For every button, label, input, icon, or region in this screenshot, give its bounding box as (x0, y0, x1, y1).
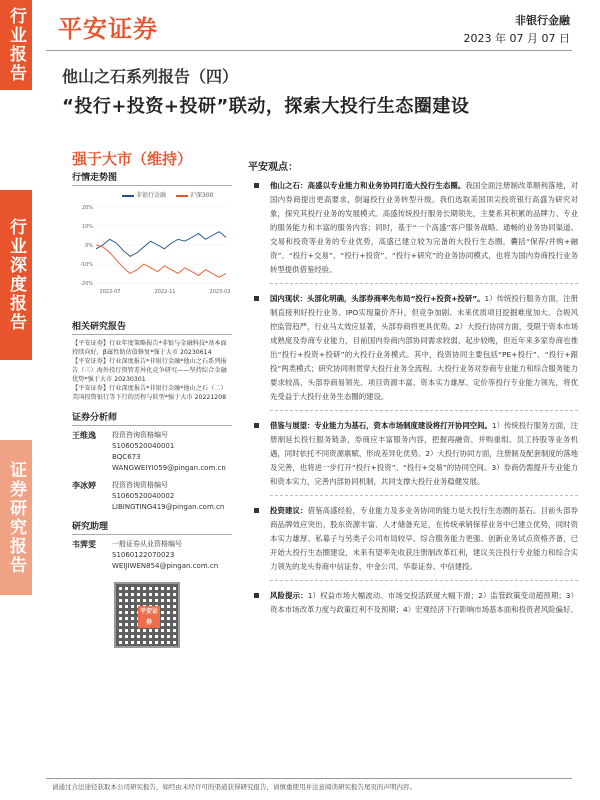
main-title: “投行+投资+投研”联动，探索大投行生态圈建设 (62, 96, 470, 117)
legend-item-2 (176, 190, 213, 199)
analyst-info-line: S1060520040001 (112, 442, 175, 450)
analyst-info-line: BQC673 (112, 453, 141, 461)
legend-swatch-1 (122, 195, 134, 197)
x-tick-label: 2022-07 (99, 289, 121, 295)
related-heading: 相关研究报告 (72, 319, 232, 335)
separator (270, 410, 578, 411)
y-tick-label: 20% (81, 205, 93, 211)
sidebar-label-industry-report: 行业报告 (0, 0, 32, 90)
bullet-icon (254, 423, 259, 428)
analyst-entry (72, 430, 232, 474)
bullet-icon (254, 296, 259, 301)
bullet-icon (254, 183, 259, 188)
rating: 强于大市（维持） (72, 150, 193, 168)
sidebar-label-deep-report: 行业深度报告 (0, 190, 32, 360)
assistant-info-line: 一般证券从业资格编号 (112, 540, 182, 548)
series-title: 他山之石系列报告（四） (62, 67, 239, 86)
legend-label-1: 非银行金融 (136, 192, 167, 199)
analyst-email[interactable]: WANGWEIYI059@pingan.com.cn (112, 464, 226, 472)
analyst-info-line: S1060520040002 (112, 492, 175, 500)
viewpoint-body: 1）传统投行服务方面，注册制延长投行服务链条，券商应丰富服务内容，把握再融资、并购重组、员工持股等业务机遇，同时依托不同资源禀赋、形成差异化优势。2）大投行协同方面，注册制及配套制度的落地及完善，也将进一步打开“投行+投资”、“投行+交易”的协同空间。3）券商仍需提升专业能力和资本实力，完善内部协同机制，共同支撑大投行业务稳健发展。 (270, 421, 578, 486)
sidebar-label-securities-research: 证券研究报告 (0, 440, 32, 595)
assistant-list (72, 539, 232, 572)
viewpoint-lead: 投资建议： (270, 506, 308, 515)
related-report-item[interactable]: 【平安证券】行业年度策略报告*非银与金融科技*基本面持续向好，β属性助估值修复*强于大市 20230614 (72, 340, 227, 356)
assistant-name: 韦霁雯 (72, 540, 96, 549)
assistant-entry (72, 539, 232, 572)
viewpoint-item (248, 179, 578, 284)
viewpoint-lead: 风险提示： (270, 591, 308, 600)
viewpoint-heading: 平安观点： (248, 162, 298, 173)
viewpoint-lead: 借鉴与展望：专业能力为基石，资本市场制度建设将打开协同空间。 (270, 421, 492, 430)
viewpoint-body: 借鉴高盛经验，专业能力及多业务协同的能力是大投行生态圈的基石。目前头部券商品牌效应突出、股东资源丰富、人才储备充足，在传统承销保荐业务中已建立优势，同时资本实力雄厚、私募子与另类子公司布局较早、综合服务能力更强、创新业务试点资格齐备，已开始大投行生态圈建设，未来有望率先收获注册制改革红利，建议关注投行专业能力和综合实力领先的龙头券商中信证券、中金公司、华泰证券、中信建投。 (270, 506, 578, 571)
separator (270, 580, 578, 581)
analyst-heading: 证券分析师 (72, 410, 232, 426)
separator (270, 495, 578, 496)
left-column (72, 170, 232, 648)
analyst-info (112, 430, 232, 474)
viewpoint-item (248, 589, 578, 617)
bullet-icon (254, 508, 259, 513)
viewpoint-lead: 国内现状：头部化明确，头部券商率先布局“投行+投资+投研”。 (270, 294, 485, 303)
qr-logo: 平安证券 (139, 608, 158, 626)
related-report-item[interactable]: 【平安证券】行业深度报告*非银行金融*他山之石系列报告（三）海外投行资管差异化竞争研究——坚持综合金融优势*强于大市 20230301 (72, 358, 227, 383)
related-report-item[interactable]: 【平安证券】行业深度报告*非银行金融*他山之石（二）美国投资银行等下行的历程与转型*强于大市 20221208 (72, 385, 227, 401)
analyst-email[interactable]: LIBINGTING419@pingan.com.cn (112, 503, 225, 511)
series-line-1 (96, 232, 226, 257)
assistant-info-line: S1060122070023 (112, 551, 175, 559)
viewpoint-lead: 他山之石：高盛以专业能力和业务协同打造大投行生态圈。 (270, 181, 466, 190)
assistant-info (112, 539, 232, 572)
legend-item-1 (122, 190, 166, 199)
trend-chart-svg (72, 199, 232, 299)
viewpoint-item (248, 504, 578, 581)
header-divider (46, 50, 572, 51)
analyst-info-line: 投资咨询资格编号 (112, 481, 168, 489)
trend-chart (72, 199, 232, 309)
sidebar (0, 0, 32, 800)
report-date: 2023 年 07 月 07 日 (463, 32, 570, 45)
related-reports (72, 339, 232, 402)
analyst-info-line: 投资咨询资格编号 (112, 431, 168, 439)
x-tick-label: 2022-11 (154, 289, 176, 295)
footer-disclaimer: 请通过合法途径获取本公司研究报告，如经由未经许可的渠道获得研究报告，请慎重使用并注意阅读研究报告尾页的声明内容。 (52, 783, 416, 791)
qr-code[interactable] (114, 582, 180, 648)
viewpoint-item (248, 419, 578, 496)
y-tick-label: 10% (81, 224, 93, 230)
viewpoint-body: 1）传统投行服务方面，注册制直接利好投行业务、IPO实现量价齐升，但竞争加剧、未来优质项目挖掘难度加大、合规风控监管趋严，行业马太效应显著，头部券商将更具优势。2）大投行协同方面，受限于资本市场成熟度及券商专业能力，目前国内券商内部协同需求较弱、起步较晚，但近年来多家券商也推出“投行+投资+投研”的大投行业务模式。其中，投资协同主要包括“PE+投行”、“投行+跟投”两类模式；研究协同则贯穿大投行业务全流程。大投行业务对券商专业能力和综合服务能力要求较高，头部券商易领先、项目资源丰富、资本实力雄厚、定价等投行专业能力领先，将优先受益于大投行业务生态圈的建设。 (270, 294, 578, 401)
viewpoint-body: 1）权益市场大幅波动、市场交投活跃度大幅下滑；2）监管政策变动超预期；3）资本市场改革力度与政策红利不及预期；4）宏观经济下行影响市场基本面和投资者风险偏好。 (270, 591, 578, 614)
analyst-list (72, 430, 232, 513)
footer-divider (46, 778, 572, 779)
analyst-name: 王维逸 (72, 431, 96, 440)
assistant-heading: 研究助理 (72, 519, 232, 535)
viewpoint-body: 我国全面注册制改革顺利落地，对国内券商提出更高要求，倒逼投行业务转型升级。我们选取美国顶尖投资银行高盛为研究对象，探究其投行业务的发展模式。高盛传统投行服务长期领先，主要系其积累的品牌力、专业的服务能力和丰富的服务内容；同时，基于“一个高盛”客户服务战略、通畅的业务协同渠道、交易和投资等业务的专业优势，高盛已建立较为完备的大投行生态圈，囊括“保荐/并购+融资”、“投行+交易”、“投行+投资”、“投行+研究”的业务协同模式，也将为国内券商投行业务转型提供借鉴经验。 (270, 181, 578, 274)
legend-label-2: 沪深300 (190, 192, 214, 199)
trend-heading: 行情走势图 (72, 170, 232, 186)
y-tick-label: -20% (80, 281, 93, 287)
y-tick-label: -10% (80, 262, 93, 268)
analyst-entry (72, 480, 232, 513)
chart-legend (122, 190, 232, 199)
separator (270, 283, 578, 284)
viewpoint-list (248, 179, 578, 617)
legend-swatch-2 (176, 195, 188, 197)
x-tick-label: 2023-03 (209, 289, 231, 295)
series-line-2 (96, 245, 226, 277)
analyst-info (112, 480, 232, 513)
viewpoint-item (248, 292, 578, 411)
right-column (248, 158, 578, 625)
report-category: 非银行金融 (515, 14, 570, 27)
company-logo: 平安证券 (58, 15, 158, 43)
analyst-name: 李冰婷 (72, 481, 96, 490)
y-tick-label: 0% (85, 243, 93, 249)
assistant-email[interactable]: WEIJIWEN854@pingan.com.cn (112, 562, 219, 570)
bullet-icon (254, 593, 259, 598)
